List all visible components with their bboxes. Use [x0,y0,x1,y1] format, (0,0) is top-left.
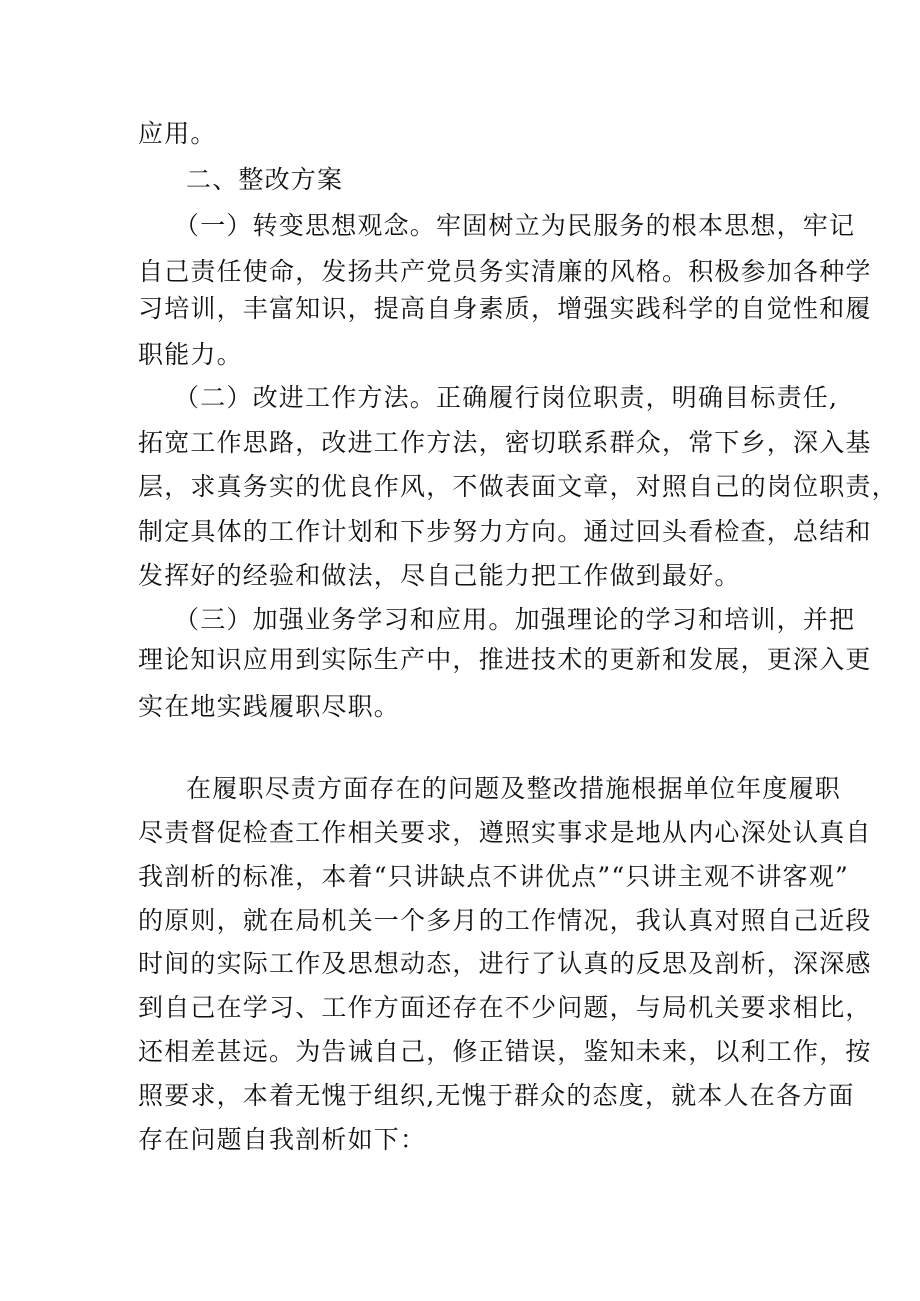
text-line-19: 时间的实际工作及思想动态，进行了认真的反思及剖析，深深感 [138,949,872,978]
text-line-22: 照要求，本着无愧于组织,无愧于群众的态度，就本人在各方面 [138,1081,855,1110]
text-line-10: 制定具体的工作计划和下步努力方向。通过回头看检查，总结和 [138,517,872,546]
text-line-21: 还相差甚远。为告诫自己，修正错误，鉴知未来，以利工作，按 [138,1037,872,1066]
text-line-3: （一）转变思想观念。牢固树立为民服务的根本思想，牢记 [174,211,856,240]
text-line-1: 应用。 [138,119,217,148]
text-line-8: 拓宽工作思路，改进工作方法，密切联系群众，常下乡，深入基 [138,428,872,457]
section-heading: 二、整改方案 [186,165,344,194]
text-line-4: 自己责任使命，发扬共产党员务实清廉的风格。积极参加各种学 [138,257,872,286]
text-line-17: 我剖析的标准，本着“只讲缺点不讲优点”“只讲主观不讲客观” [138,862,849,891]
text-line-9: 层，求真务实的优良作风，不做表面文章，对照自己的岗位职责， [138,472,898,501]
text-line-11: 发挥好的经验和做法，尽自己能力把工作做到最好。 [138,561,741,590]
text-line-16: 尽责督促检查工作相关要求，遵照实事求是地从内心深处认真自 [138,818,872,847]
text-line-20: 到自己在学习、工作方面还存在不少问题，与局机关要求相比， [138,993,872,1022]
text-line-14: 实在地实践履职尽职。 [138,692,401,721]
text-line-6: 职能力。 [138,340,243,369]
text-line-18: 的原则，就在局机关一个多月的工作情况，我认真对照自己近段 [138,906,872,935]
text-line-13: 理论知识应用到实际生产中，推进技术的更新和发展，更深入更 [138,645,872,674]
text-line-15: 在履职尽责方面存在的问题及整改措施根据单位年度履职 [186,774,842,803]
text-line-7: （二）改进工作方法。正确履行岗位职责，明确目标责任, [174,383,839,412]
text-line-12: （三）加强业务学习和应用。加强理论的学习和培训，并把 [174,605,856,634]
text-line-5: 习培训，丰富知识，提高自身素质，增强实践科学的自觉性和履 [138,294,872,323]
text-line-23: 存在问题自我剖析如下： [138,1125,427,1154]
